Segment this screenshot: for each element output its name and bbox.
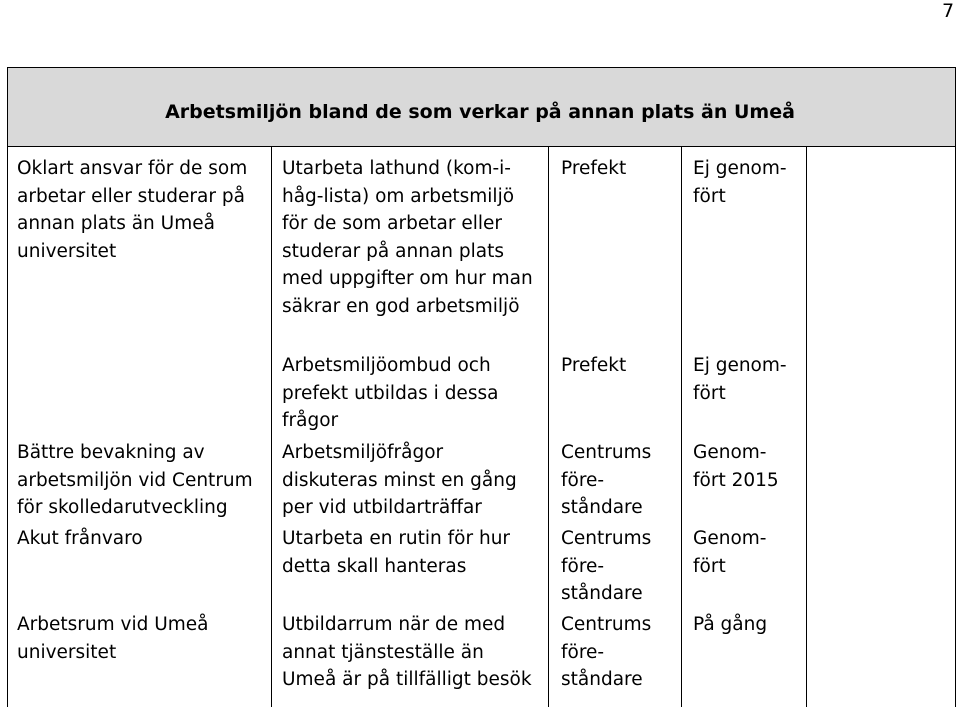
status-cell-line: På gång [693, 614, 768, 635]
issue-cell [17, 611, 209, 666]
action-cell-line: Arbetsmiljöfrågor [282, 442, 444, 463]
status-cell-line: fört [693, 555, 726, 577]
issue-cell-line: Oklart ansvar för de som [17, 158, 248, 179]
page-number: 7 [942, 0, 955, 22]
column-divider [271, 147, 272, 707]
responsible-cell-line: före- [561, 641, 605, 663]
responsible-cell-line: ståndare [561, 497, 643, 518]
action-cell [282, 439, 517, 522]
issue-cell-line: arbetar eller studerar på [17, 185, 245, 207]
action-cell-line: frågor [282, 410, 339, 431]
status-cell [693, 525, 766, 580]
responsible-cell [561, 155, 626, 183]
action-cell-line: diskuteras minst en gång [282, 469, 517, 491]
responsible-cell-line: ståndare [561, 669, 643, 690]
action-cell-line: studerar på annan plats [282, 240, 504, 262]
responsible-cell-line: Centrums [561, 528, 652, 549]
table-title: Arbetsmiljön bland de som verkar på annan plats än Umeå [165, 101, 795, 123]
action-cell-line: för de som arbetar eller [282, 213, 502, 234]
action-cell-line: annat tjänsteställe än [282, 641, 484, 663]
issue-cell-line: Akut frånvaro [17, 528, 143, 549]
action-cell-line: detta skall hanteras [282, 555, 467, 577]
column-divider [806, 147, 807, 707]
action-cell [282, 611, 532, 694]
issue-cell [17, 155, 247, 265]
status-cell [693, 439, 779, 494]
issue-cell-line: arbetsmiljön vid Centrum [17, 469, 253, 491]
status-cell-line: fört [693, 185, 726, 207]
responsible-cell-line: Centrums [561, 442, 652, 463]
column-divider [681, 147, 682, 707]
status-cell [693, 352, 787, 407]
responsible-cell [561, 352, 626, 380]
responsible-cell-line: före- [561, 555, 605, 577]
responsible-cell-line: före- [561, 469, 605, 491]
issue-cell-line: Arbetsrum vid Umeå [17, 614, 209, 635]
status-cell [693, 155, 787, 210]
responsible-cell [561, 525, 651, 608]
issue-cell [17, 525, 143, 553]
column-divider [548, 147, 549, 707]
action-cell [282, 155, 533, 320]
responsible-cell-line: Centrums [561, 614, 652, 635]
status-cell-line: Genom- [693, 528, 767, 549]
action-cell-line: Utarbeta lathund (kom-i- [282, 158, 511, 179]
issue-cell-line: universitet [17, 240, 117, 262]
action-cell-line: med uppgifter om hur man [282, 268, 533, 289]
issue-cell-line: för skolledarutveckling [17, 497, 228, 518]
responsible-cell [561, 611, 651, 694]
responsible-cell [561, 439, 651, 522]
status-cell [693, 611, 767, 639]
status-cell-line: fört 2015 [693, 469, 779, 491]
action-cell-line: håg-lista) om arbetsmiljö [282, 185, 515, 207]
issue-cell-line: annan plats än Umeå [17, 213, 215, 234]
action-cell-line: per vid utbildarträffar [282, 497, 482, 518]
responsible-cell-line: Prefekt [561, 355, 627, 376]
responsible-cell-line: ståndare [561, 583, 643, 604]
action-cell-line: säkrar en god arbetsmiljö [282, 295, 520, 317]
status-cell-line: Ej genom- [693, 158, 787, 179]
status-cell-line: fört [693, 382, 726, 404]
responsible-cell-line: Prefekt [561, 158, 627, 179]
action-cell [282, 352, 498, 435]
action-cell-line: Utbildarrum när de med [282, 614, 506, 635]
issue-cell-line: universitet [17, 641, 117, 663]
status-cell-line: Genom- [693, 442, 767, 463]
action-cell-line: Utarbeta en rutin för hur [282, 528, 511, 549]
action-cell-line: prefekt utbildas i dessa [282, 382, 499, 404]
action-cell [282, 525, 510, 580]
status-cell-line: Ej genom- [693, 355, 787, 376]
action-cell-line: Arbetsmiljöombud och [282, 355, 491, 376]
action-cell-line: Umeå är på tillfälligt besök [282, 669, 532, 690]
issue-cell [17, 439, 253, 522]
issue-cell-line: Bättre bevakning av [17, 442, 205, 463]
